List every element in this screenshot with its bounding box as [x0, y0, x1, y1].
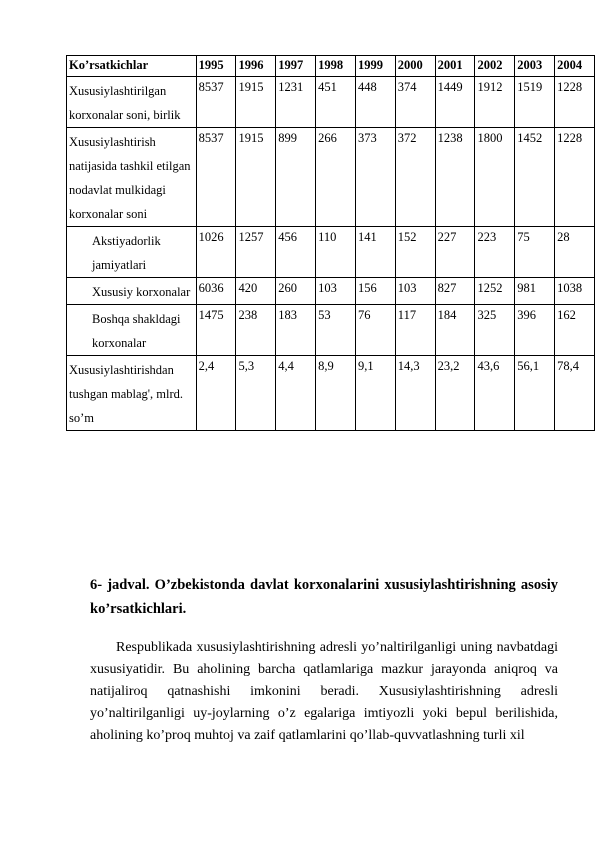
table-cell: 14,3	[395, 356, 435, 431]
table-cell: 103	[316, 278, 356, 305]
table-cell: 1228	[555, 77, 595, 128]
table-cell: 420	[236, 278, 276, 305]
table-cell: 1915	[236, 128, 276, 227]
table-cell: 325	[475, 305, 515, 356]
table-cell: 1038	[555, 278, 595, 305]
table-row	[67, 305, 595, 356]
row-label: Akstiyadorlik jamiyatlari	[67, 227, 197, 278]
header-year: 2004	[555, 56, 595, 77]
header-year: 1999	[355, 56, 395, 77]
table-cell: 899	[276, 128, 316, 227]
paragraph-text: Respublikada xususiylashtirishning adresli yo’naltirilganligi uning navbatdagi xususiyatidir. Bu aholining barcha qatlamlariga mazkur jarayonda aniqroq va natijaliroq qatnashishi imkonini beradi. Xususiylashtirishning adresli yo’naltirilganligi uy-joylarning o’z egalariga imtiyozli yoki bepul berilishida, aholining ko’proq muhtoj va zaif qatlamlarini qo’llab-quvvatlashning turli xil	[90, 640, 558, 743]
table-cell: 2,4	[196, 356, 236, 431]
row-label: Xususiy korxonalar	[67, 278, 197, 305]
table-cell: 117	[395, 305, 435, 356]
table-cell: 373	[355, 128, 395, 227]
privatization-table	[66, 55, 595, 431]
table-row	[67, 77, 595, 128]
row-label: Xususiylashtirilgan korxonalar soni, birlik	[67, 77, 197, 128]
header-year: 1997	[276, 56, 316, 77]
table-cell: 76	[355, 305, 395, 356]
table-cell: 23,2	[435, 356, 475, 431]
table-cell: 1519	[515, 77, 555, 128]
table-cell: 53	[316, 305, 356, 356]
table-cell: 1238	[435, 128, 475, 227]
table-row	[67, 356, 595, 431]
table-cell: 374	[395, 77, 435, 128]
table-cell: 981	[515, 278, 555, 305]
table-cell: 266	[316, 128, 356, 227]
table-cell: 448	[355, 77, 395, 128]
row-label: Xususiylashtirish natijasida tashkil etilgan nodavlat mulkidagi korxonalar soni	[67, 128, 197, 227]
table-row	[67, 128, 595, 227]
table-cell: 103	[395, 278, 435, 305]
table-cell: 184	[435, 305, 475, 356]
table-cell: 8,9	[316, 356, 356, 431]
table-cell: 1228	[555, 128, 595, 227]
table-cell: 1912	[475, 77, 515, 128]
body-paragraph	[90, 637, 558, 747]
table-caption: 6- jadval. O’zbekistonda davlat korxonalarini xususiylashtirishning asosiy ko’rsatkichlari.	[90, 577, 558, 617]
table-cell: 75	[515, 227, 555, 278]
table-cell: 78,4	[555, 356, 595, 431]
table-cell: 451	[316, 77, 356, 128]
table-cell: 1452	[515, 128, 555, 227]
table-header-row	[67, 56, 595, 77]
table-cell: 4,4	[276, 356, 316, 431]
table-cell: 8537	[196, 128, 236, 227]
table-cell: 1915	[236, 77, 276, 128]
table-cell: 238	[236, 305, 276, 356]
table-cell: 1252	[475, 278, 515, 305]
table-cell: 827	[435, 278, 475, 305]
table-row	[67, 278, 595, 305]
header-year: 2001	[435, 56, 475, 77]
table-cell: 141	[355, 227, 395, 278]
table-cell: 6036	[196, 278, 236, 305]
table-row	[67, 227, 595, 278]
table-cell: 372	[395, 128, 435, 227]
table-cell: 1026	[196, 227, 236, 278]
table-cell: 9,1	[355, 356, 395, 431]
row-label: Xususiylashtirishdan tushgan mablag', mlrd. so’m	[67, 356, 197, 431]
table-cell: 43,6	[475, 356, 515, 431]
table-cell: 1449	[435, 77, 475, 128]
table-cell: 162	[555, 305, 595, 356]
table-cell: 5,3	[236, 356, 276, 431]
header-year: 2003	[515, 56, 555, 77]
header-indicator-label: Ko’rsatkichlar	[67, 56, 197, 77]
table-cell: 260	[276, 278, 316, 305]
header-year: 1996	[236, 56, 276, 77]
table-cell: 1231	[276, 77, 316, 128]
header-year: 2000	[395, 56, 435, 77]
header-year: 1998	[316, 56, 356, 77]
table-cell: 156	[355, 278, 395, 305]
table-cell: 56,1	[515, 356, 555, 431]
table-cell: 8537	[196, 77, 236, 128]
table-cell: 456	[276, 227, 316, 278]
table-cell: 1257	[236, 227, 276, 278]
table-cell: 110	[316, 227, 356, 278]
table-cell: 227	[435, 227, 475, 278]
table-cell: 223	[475, 227, 515, 278]
header-year: 1995	[196, 56, 236, 77]
table-cell: 183	[276, 305, 316, 356]
table-cell: 152	[395, 227, 435, 278]
table-cell: 28	[555, 227, 595, 278]
row-label: Boshqa shakldagi korxonalar	[67, 305, 197, 356]
table-cell: 396	[515, 305, 555, 356]
table-cell: 1475	[196, 305, 236, 356]
table-cell: 1800	[475, 128, 515, 227]
header-year: 2002	[475, 56, 515, 77]
